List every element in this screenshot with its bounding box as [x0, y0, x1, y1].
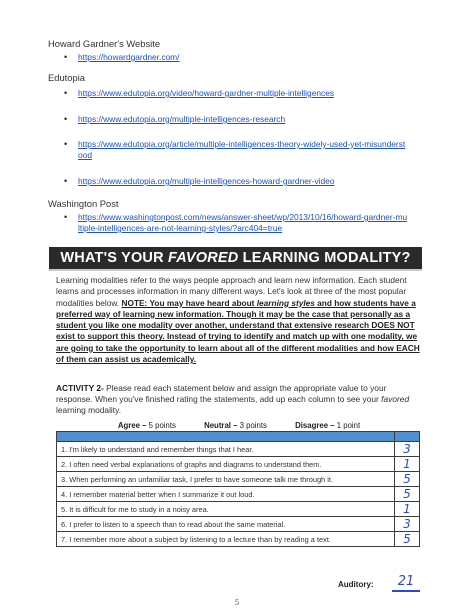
scale-agree-label: Agree – [117, 421, 147, 430]
rating-value-cell[interactable]: 3 [395, 442, 420, 457]
rating-value-cell[interactable]: 5 [395, 487, 420, 502]
bullet-icon: • [64, 212, 68, 222]
statement-number: 2. [61, 459, 68, 469]
statement-text: It is difficult for me to study in a noisy area. [69, 504, 209, 514]
intro-note-part-1: NOTE: You may have heard about [121, 297, 257, 308]
rating-value-cell[interactable]: 1 [395, 502, 420, 517]
statement-text: I'm likely to understand and remember things that I hear. [69, 444, 254, 454]
statement-number: 4. [61, 489, 68, 499]
banner-title-emphasis: FAVORED [168, 250, 239, 266]
link-edutopia-video[interactable]: https://www.edutopia.org/video/howard-gardner-multiple-intelligences [78, 88, 335, 98]
statement-text: I prefer to listen to a speech than to read about the same material. [69, 519, 286, 529]
source-name-howard-gardner: Howard Gardner's Website [48, 38, 161, 49]
section-banner-title [49, 247, 422, 271]
statement-text: I remember more about a subject by listening to a lecture than by reading a text. [69, 534, 331, 544]
intro-note-emphasis: learning styles [256, 297, 315, 308]
rating-table [56, 431, 420, 547]
statement-text: When performing an unfamiliar task, I prefer to have someone talk me through it. [69, 474, 333, 484]
intro-paragraph [56, 275, 420, 365]
scale-agree-value: 5 points [146, 421, 176, 430]
statement-text: I remember material better when I summarize it out loud. [69, 489, 255, 499]
table-row [57, 487, 420, 502]
table-header-row [57, 432, 420, 442]
link-edutopia-gardner-video[interactable]: https://www.edutopia.org/multiple-intelligences-howard-gardner-video [78, 176, 335, 186]
table-row [57, 532, 420, 547]
intro-text: Learning modalities refer to the ways people approach and learn new information. Each student learns and processes information in many different ways. Let's look at three of the most popular modalities below. [56, 275, 407, 308]
scale-disagree-label: Disagree – [295, 421, 335, 430]
statement-number: 7. [61, 534, 68, 544]
page-number: 5 [235, 598, 239, 607]
statement-number: 6. [61, 519, 68, 529]
rating-value-cell[interactable]: 1 [395, 457, 420, 472]
table-header-cell [395, 432, 420, 442]
rating-value-cell[interactable]: 5 [395, 472, 420, 487]
intro-note-part-2: and how students have a preferred way of learning new information. Though it may be the case that personally as a student you like one modality over another, understand that extensive research DOES NOT exist to support this theory. Instead of trying to identify and match up with one modality, we are going to take the opportunity to learn about all of the different modalities and how EACH of them can assist us academically. [56, 297, 420, 365]
source-name-washington-post: Washington Post [48, 198, 119, 209]
link-edutopia-research[interactable]: https://www.edutopia.org/multiple-intelligences-research [78, 114, 286, 124]
rating-scale [56, 421, 422, 430]
bullet-icon: • [64, 52, 68, 62]
table-row [57, 457, 420, 472]
rating-value-cell[interactable]: 5 [395, 532, 420, 547]
banner-title-pre: WHAT'S YOUR [60, 250, 169, 266]
statement-cell [57, 487, 395, 502]
auditory-total-label: Auditory: [338, 580, 374, 589]
statement-cell [57, 472, 395, 487]
activity-label: ACTIVITY 2- [56, 383, 104, 393]
table-header-cell [57, 432, 395, 442]
activity-text: Please read each statement below and assign the appropriate value to your response. When you've finished rating the statements, add up each column to see your [56, 383, 387, 404]
link-howard-gardner[interactable]: https://howardgardner.com/ [78, 52, 180, 62]
scale-disagree-value: 1 point [334, 421, 361, 430]
bullet-icon: • [64, 88, 68, 98]
statement-cell [57, 517, 395, 532]
statement-cell [57, 532, 395, 547]
statement-cell [57, 457, 395, 472]
statement-number: 1. [61, 444, 68, 454]
statement-number: 5. [61, 504, 68, 514]
banner-title-post: LEARNING MODALITY? [238, 250, 411, 266]
bullet-icon: • [64, 139, 68, 149]
auditory-total-value[interactable]: 21 [392, 574, 420, 592]
activity-text-end: learning modality. [56, 405, 122, 415]
table-row [57, 472, 420, 487]
rating-value-cell[interactable]: 3 [395, 517, 420, 532]
table-row [57, 517, 420, 532]
link-edutopia-article[interactable]: https://www.edutopia.org/article/multiple-intelligences-theory-widely-used-yet-misunderstood [78, 139, 406, 160]
activity-emphasis: favored [381, 394, 410, 404]
statement-text: I often need verbal explanations of graphs and diagrams to understand them. [69, 459, 322, 469]
statement-cell [57, 442, 395, 457]
scale-neutral-value: 3 points [237, 421, 267, 430]
bullet-icon: • [64, 114, 68, 124]
link-washington-post[interactable]: https://www.washingtonpost.com/news/answer-sheet/wp/2013/10/16/howard-gardner-multiple-intelligences-are-not-learning-styles/?arc404=true [78, 212, 408, 233]
source-name-edutopia: Edutopia [48, 72, 86, 83]
table-row [57, 442, 420, 457]
bullet-icon: • [64, 176, 68, 186]
activity-instructions [56, 383, 422, 416]
statement-cell [57, 502, 395, 517]
statement-number: 3. [61, 474, 68, 484]
scale-neutral-label: Neutral – [204, 421, 238, 430]
table-row [57, 502, 420, 517]
